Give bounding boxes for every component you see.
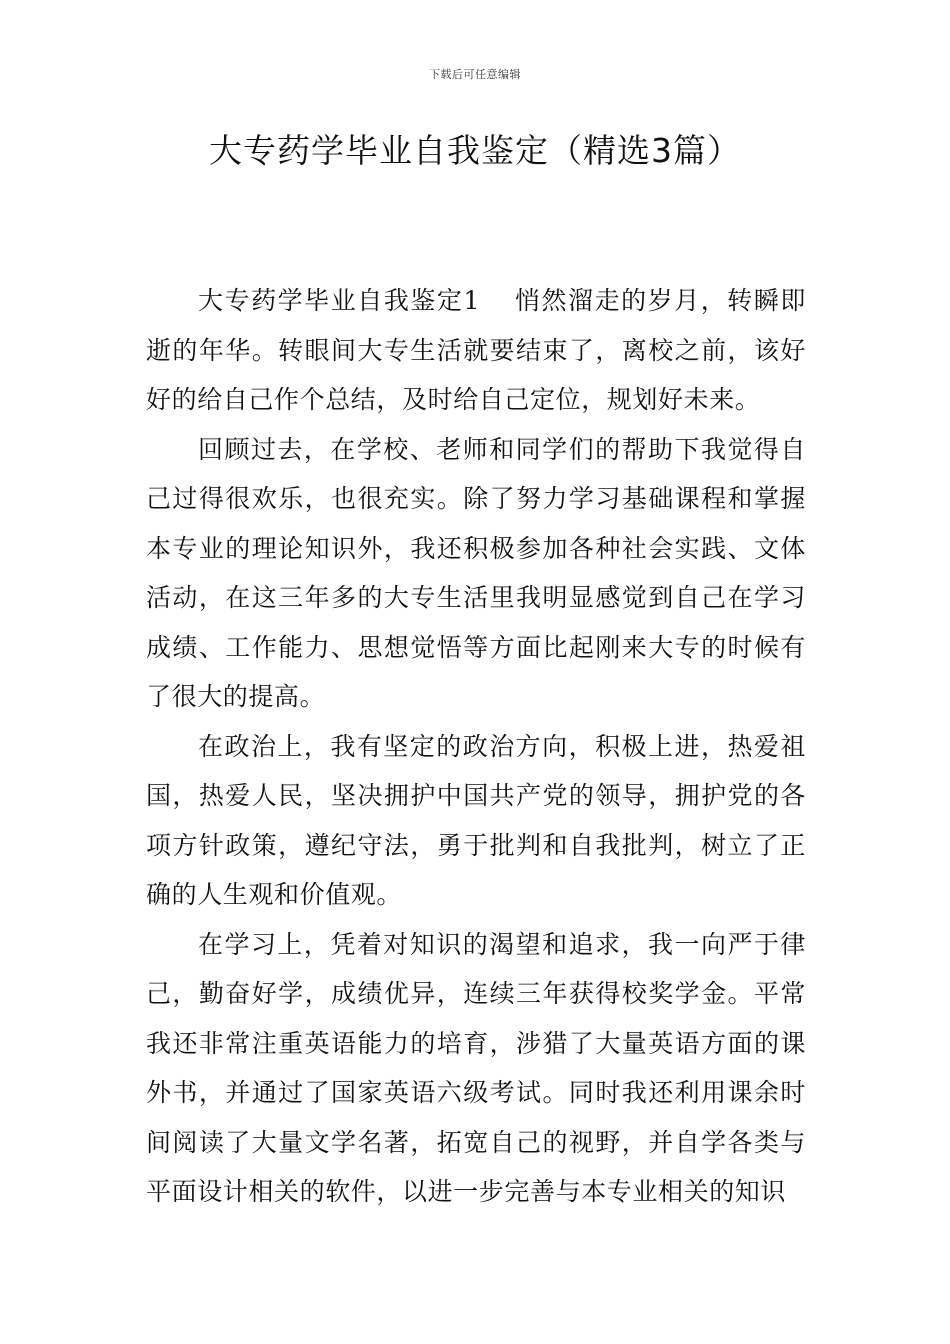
paragraph-4: 在学习上，凭着对知识的渴望和追求，我一向严于律己，勤奋好学，成绩优异，连续三年获得校奖学金。平常我还非常注重英语能力的培育，涉猎了大量英语方面的课外书，并通过了国家英语六级考试。同时我还利用课余时间阅读了大量文学名著，拓宽自己的视野，并自学各类与平面设计相关的软件，以进一步完善与本专业相关的知识 xyxy=(146,929,806,1206)
section-label: 大专药学毕业自我鉴定1 xyxy=(198,286,480,315)
header-note: 下载后可任意编辑 xyxy=(429,68,521,81)
document-body xyxy=(146,276,806,1217)
paragraph-2: 回顾过去，在学校、老师和同学们的帮助下我觉得自己过得很欢乐，也很充实。除了努力学习基础课程和掌握本专业的理论知识外，我还积极参加各种社会实践、文体活动，在这三年多的大专生活里我明显感觉到自己在学习成绩、工作能力、思想觉悟等方面比起刚来大专的时候有了很大的提高。 xyxy=(146,434,806,711)
paragraph-1 xyxy=(146,276,806,425)
document-title: 大专药学毕业自我鉴定（精选3篇） xyxy=(209,131,741,170)
paragraph-1-text: 悄然溜走的岁月，转瞬即逝的年华。转眼间大专生活就要结束了，离校之前，该好好的给自己作个总结，及时给自己定位，规划好未来。 xyxy=(146,286,806,414)
paragraph-3: 在政治上，我有坚定的政治方向，积极上进，热爱祖国，热爱人民，坚决拥护中国共产党的领导，拥护党的各项方针政策，遵纪守法，勇于批判和自我批判，树立了正确的人生观和价值观。 xyxy=(146,731,806,909)
